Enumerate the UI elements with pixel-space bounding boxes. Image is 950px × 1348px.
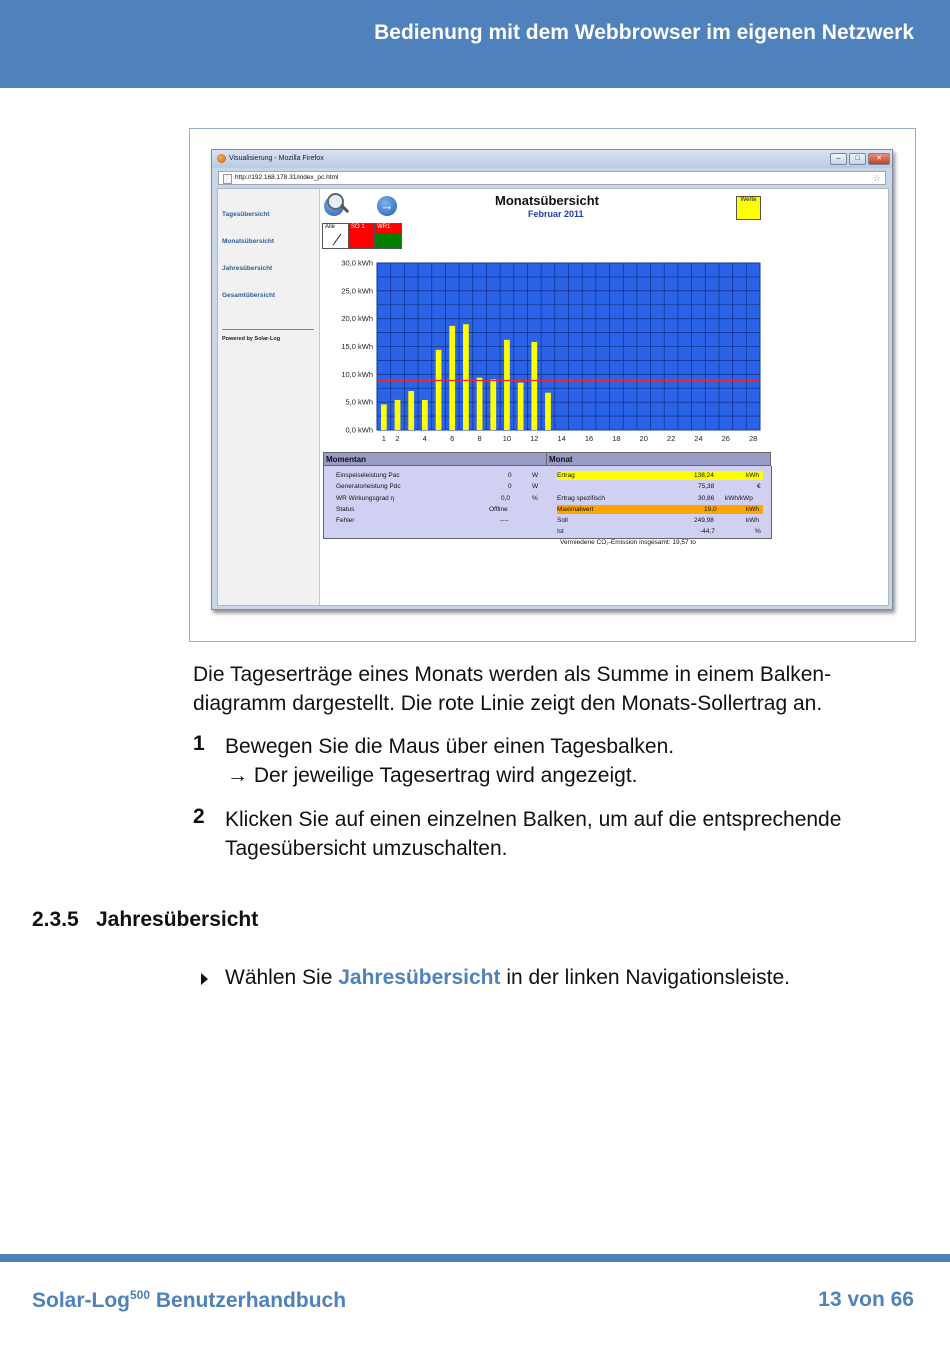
step-instruction: Klicken Sie auf einen einzelnen Balken, um auf die entsprechende Tagesübersicht umzuschalten. (225, 808, 842, 860)
bullet-text: Wählen Sie Jahresübersicht in der linken Navigationsleiste. (225, 966, 790, 989)
url-text[interactable]: http://192.168.178.31/index_pc.html (235, 174, 339, 181)
page-icon (223, 174, 232, 184)
step-result (225, 761, 915, 790)
x-tick-label: 16 (584, 434, 594, 443)
step-instruction: Bewegen Sie die Maus über einen Tagesbalken. (225, 735, 675, 758)
footer-title: Solar-Log$^{500}$ Benutzerhandbuch (32, 1288, 347, 1312)
sidebar-item-gesamtuebersicht[interactable]: Gesamtübersicht (222, 292, 276, 299)
momentan-panel (323, 466, 549, 539)
zoom-icon[interactable] (327, 193, 349, 217)
momentan-row: Einspeiseleistung Pac 0 W (336, 472, 539, 479)
monat-panel (547, 466, 772, 539)
sidebar-divider (222, 329, 314, 330)
bar[interactable] (545, 393, 551, 430)
intro-paragraph: Die Tageserträge eines Monats werden als Summe in einem Balken-diagramm dargestellt. Die rote Linie zeigt den Monats-Sollertrag an. (193, 663, 832, 715)
y-tick-label: 0,0 kWh (345, 425, 373, 435)
minimize-button[interactable]: – (830, 153, 847, 165)
x-tick-label: 8 (477, 434, 482, 443)
footer-rule (0, 1254, 950, 1262)
bar[interactable] (490, 379, 496, 430)
powered-by-label: Powered by Solar-Log (222, 336, 281, 342)
x-tick-label: 14 (557, 434, 566, 443)
result-arrow-icon: → (227, 764, 248, 787)
werte-label: Werte (740, 197, 757, 203)
close-button[interactable]: ✕ (868, 153, 890, 165)
maximize-button[interactable]: □ (849, 153, 866, 165)
bar[interactable] (531, 342, 537, 430)
x-tick-label: 6 (450, 434, 455, 443)
monat-title: Monat (549, 455, 573, 464)
bar[interactable] (449, 326, 455, 430)
step-number: 1 (193, 732, 205, 755)
x-tick-label: 20 (639, 434, 648, 443)
momentan-row: WR Wirkungsgrad η 0,0 % (336, 495, 538, 502)
step-result-text: Der jeweilige Tagesertrag wird angezeigt. (253, 764, 638, 787)
bar[interactable] (436, 350, 442, 430)
momentan-title: Momentan (326, 455, 366, 464)
legend-all[interactable] (323, 224, 349, 248)
section-title: Jahresübersicht (96, 908, 259, 931)
sidebar-item-jahresuebersicht[interactable]: Jahresübersicht (222, 265, 273, 272)
momentan-row: Status Offline (336, 506, 508, 513)
x-tick-label: 1 (381, 434, 386, 443)
legend-all-label: Alle (325, 224, 336, 230)
bar[interactable] (422, 400, 428, 430)
werte-toggle[interactable] (736, 196, 761, 220)
x-tick-label: 12 (530, 434, 539, 443)
step-number: 2 (193, 805, 205, 828)
bar[interactable] (518, 383, 524, 430)
monat-row: 75,38 € (698, 483, 761, 490)
chart-subtitle: Februar 2011 (528, 209, 584, 219)
bar[interactable] (477, 378, 483, 430)
x-tick-label: 26 (721, 434, 730, 443)
page-header-title: Bedienung mit dem Webbrowser im eigenen Netzwerk (374, 21, 914, 44)
y-tick-label: 10,0 kWh (341, 369, 373, 379)
x-tick-label: 18 (612, 434, 621, 443)
firefox-icon (217, 154, 226, 163)
page-number: 13 von 66 (818, 1288, 914, 1311)
momentan-panel-header (323, 452, 547, 466)
monat-row: Soll 249,98 kWh (557, 517, 759, 524)
monat-row-maximalwert: Maximalwert 19,0 kWh (557, 505, 763, 514)
browser-window-title: Visualisierung - Mozilla Firefox (229, 155, 324, 162)
x-tick-label: 24 (694, 434, 703, 443)
x-tick-label: 4 (422, 434, 427, 443)
y-tick-label: 15,0 kWh (341, 342, 373, 351)
next-arrow-icon[interactable]: → (377, 196, 397, 216)
bar[interactable] (395, 400, 401, 430)
legend-so1-label: SO 1 (351, 224, 365, 230)
pencil-icon (323, 224, 347, 248)
x-tick-label: 28 (748, 434, 758, 443)
y-tick-label: 25,0 kWh (341, 286, 373, 296)
bar[interactable] (381, 404, 387, 430)
sidebar-item-tagesuebersicht[interactable]: Tagesübersicht (222, 211, 270, 218)
step-text (225, 732, 915, 790)
jahresuebersicht-link[interactable]: Jahresübersicht (338, 966, 501, 989)
monat-row: Ist -44,7 % (557, 528, 761, 535)
url-bar[interactable] (218, 171, 886, 185)
browser-titlebar (212, 150, 892, 168)
bookmark-star-icon[interactable]: ☆ (872, 173, 881, 183)
y-tick-label: 20,0 kWh (341, 314, 373, 324)
co2-emission-text: Vermiedene CO₂-Emission insgesamt: 19,57 to (560, 539, 696, 546)
momentan-row: Generatorleistung Pdc 0 W (336, 483, 539, 490)
bar[interactable] (463, 324, 469, 430)
y-tick-label: 5,0 kWh (345, 397, 373, 407)
sidebar-item-monatsuebersicht[interactable]: Monatsübersicht (222, 238, 275, 245)
monat-row: Ertrag spezifisch 30,86 kWh/kWp (557, 495, 753, 502)
legend-series-wr1[interactable] (375, 224, 401, 248)
month-bar-chart (322, 255, 767, 450)
x-tick-label: 10 (502, 434, 512, 443)
bullet-triangle-icon (201, 973, 208, 985)
bar[interactable] (408, 391, 414, 430)
monat-panel-header (547, 452, 771, 466)
legend-series-so1[interactable] (349, 224, 375, 248)
legend-wr1-label: WR1 (377, 224, 391, 230)
chart-title: Monatsübersicht (495, 193, 600, 208)
page-header (0, 0, 950, 88)
series-legend (322, 223, 402, 249)
monat-row-ertrag: Ertrag 138,24 kWh (557, 471, 763, 480)
section-number: 2.3.5 (32, 908, 79, 931)
sidebar-nav (218, 189, 320, 605)
x-tick-label: 2 (395, 434, 400, 443)
x-tick-label: 22 (666, 434, 676, 443)
momentan-row: Fehler ---- (336, 517, 509, 524)
bar[interactable] (504, 340, 510, 430)
y-tick-label: 30,0 kWh (341, 258, 373, 268)
